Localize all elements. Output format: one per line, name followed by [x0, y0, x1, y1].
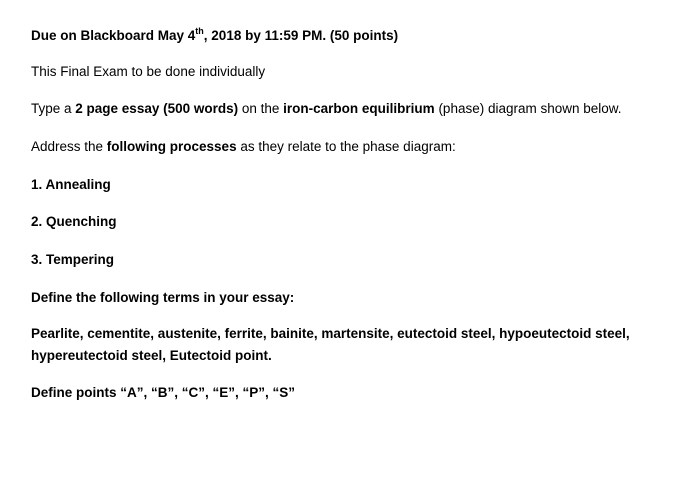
address-text-2: as they relate to the phase diagram: [236, 139, 456, 154]
terms-list: Pearlite, cementite, austenite, ferrite, bainite, martensite, eutectoid steel, hypoeutectoid steel, hypereutectoid steel, Eutectoid point. [31, 326, 630, 363]
define-terms-heading: Define the following terms in your essay: [31, 290, 295, 305]
process-item-tempering: 3. Tempering [31, 252, 115, 267]
instruction-text-1: Type a [31, 101, 76, 116]
due-date-suffix: , 2018 by 11:59 PM. (50 points) [203, 28, 399, 43]
process-item-quenching: 2. Quenching [31, 214, 117, 229]
define-points-line: Define points “A”, “B”, “C”, “E”, “P”, “S” [31, 385, 296, 400]
instruction-text-3: (phase) diagram shown below. [434, 101, 622, 116]
essay-instruction [31, 100, 622, 117]
individual-note: This Final Exam to be done individually [31, 64, 266, 79]
process-item-annealing: 1. Annealing [31, 177, 111, 192]
address-text-1: Address the [31, 139, 107, 154]
address-instruction [31, 138, 456, 155]
due-date-superscript: th [195, 26, 204, 36]
instruction-bold-1: 2 page essay (500 words) [75, 101, 239, 116]
due-date-prefix: Due on Blackboard May 4 [31, 28, 196, 43]
instruction-text-2: on the [238, 101, 284, 116]
address-bold-1: following processes [106, 139, 237, 154]
due-date-line [31, 27, 398, 44]
instruction-bold-2: iron-carbon equilibrium [283, 101, 435, 116]
